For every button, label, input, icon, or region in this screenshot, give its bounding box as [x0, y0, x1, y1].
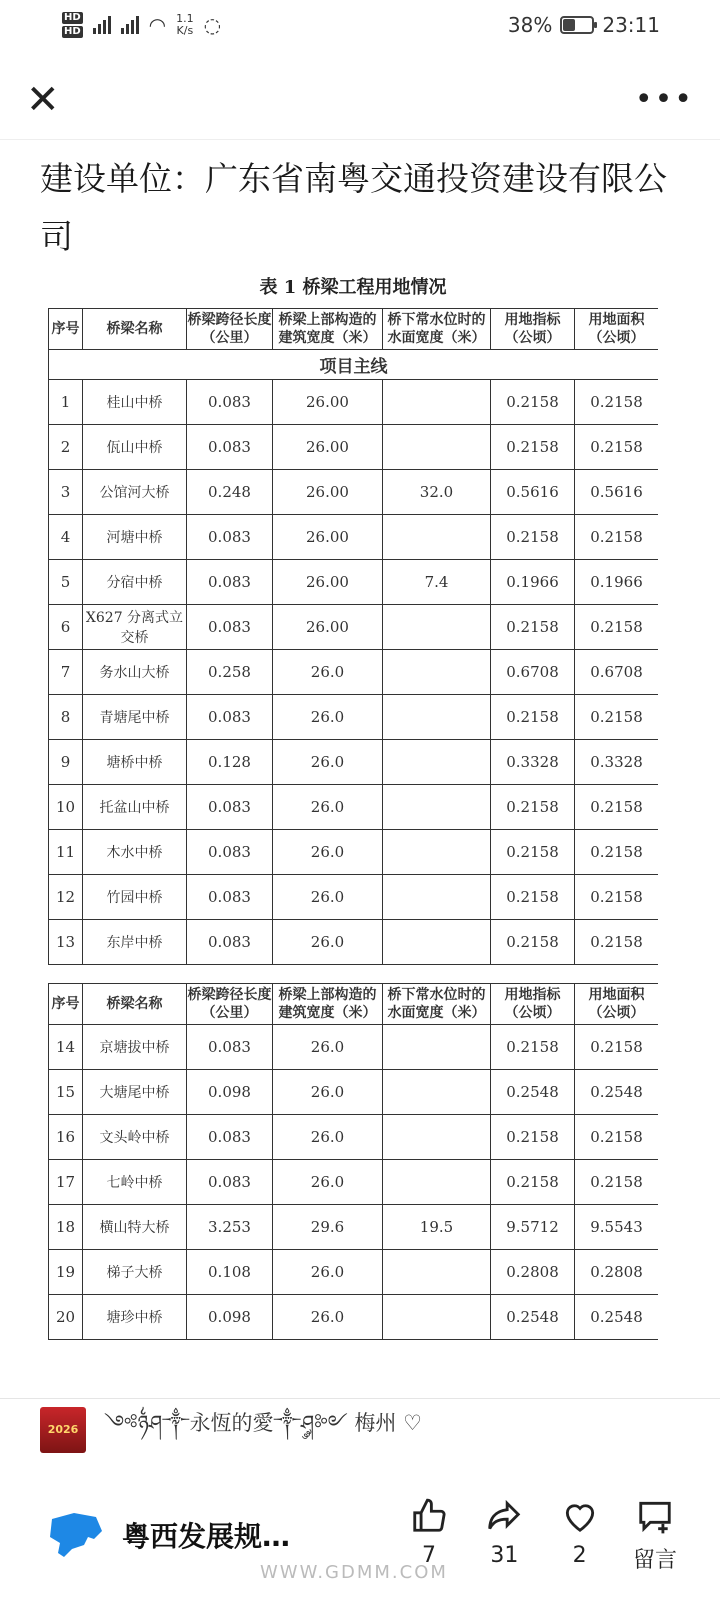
- table-row: [49, 695, 659, 740]
- table-row: [49, 1205, 659, 1250]
- table-cell: 3: [49, 470, 83, 515]
- status-left: [62, 12, 221, 38]
- table-cell: 0.2158: [491, 785, 575, 830]
- clock: 23:11: [602, 13, 660, 37]
- table-cell: 11: [49, 830, 83, 875]
- section-row: [49, 350, 659, 380]
- table-cell: 0.108: [187, 1250, 273, 1295]
- table-cell: 7.4: [383, 560, 491, 605]
- table-cell: 26.0: [273, 920, 383, 965]
- hd-icon: HD HD: [64, 12, 81, 37]
- table-cell: 7: [49, 650, 83, 695]
- table-cell: 0.2158: [575, 515, 659, 560]
- table-cell: 0.2808: [575, 1250, 659, 1295]
- table-cell: X627 分离式立交桥: [83, 605, 187, 650]
- table-cell: 2: [49, 425, 83, 470]
- table-cell: 0.6708: [491, 650, 575, 695]
- table-cell: 0.3328: [491, 740, 575, 785]
- table-header-cell: 序号: [49, 309, 83, 350]
- table-cell: 0.098: [187, 1295, 273, 1340]
- comment-label: 留言: [632, 1547, 677, 1573]
- table-row: [49, 1025, 659, 1070]
- article-text: 建设单位：广东省南粤交通投资建设有限公司: [40, 159, 667, 256]
- status-bar: [0, 0, 720, 50]
- table-row: [49, 605, 659, 650]
- table-cell: 0.2158: [491, 1160, 575, 1205]
- table-cell: 0.2158: [491, 605, 575, 650]
- table-cell: 0.3328: [575, 740, 659, 785]
- share-count: 31: [490, 1542, 519, 1568]
- table-cell: 河塘中桥: [83, 515, 187, 560]
- table-cell: 26.0: [273, 1295, 383, 1340]
- table-cell: 0.083: [187, 1160, 273, 1205]
- like-count: 7: [422, 1542, 436, 1568]
- battery-percent: 38%: [507, 13, 553, 37]
- table-cell: 1: [49, 380, 83, 425]
- table-cell: 0.2158: [491, 425, 575, 470]
- table-cell: 0.083: [187, 830, 273, 875]
- table-cell: 29.6: [273, 1205, 383, 1250]
- signal-icon-2: [121, 16, 139, 34]
- table-cell: [383, 605, 491, 650]
- table-row: [49, 1295, 659, 1340]
- close-icon[interactable]: ✕: [26, 76, 60, 123]
- table-header-cell: 序号: [49, 984, 83, 1025]
- table-cell: 0.2158: [491, 1115, 575, 1160]
- table-cell: 0.2158: [575, 875, 659, 920]
- table-cell: 32.0: [383, 470, 491, 515]
- table-cell: 0.2548: [491, 1295, 575, 1340]
- table-cell: [383, 515, 491, 560]
- table-header-cell: 桥梁跨径长度（公里）: [187, 984, 273, 1025]
- bridge-table-part2: [48, 983, 658, 1340]
- more-icon[interactable]: •••: [634, 82, 694, 117]
- table-cell: 0.6708: [575, 650, 659, 695]
- table-cell: 分宿中桥: [83, 560, 187, 605]
- table-cell: 26.00: [273, 380, 383, 425]
- table-cell: 0.2158: [575, 830, 659, 875]
- table-cell: 0.5616: [491, 470, 575, 515]
- table-header-cell: 桥梁名称: [83, 984, 187, 1025]
- table-row: [49, 560, 659, 605]
- watermark-text: WWW.GDMM.COM: [260, 1562, 448, 1583]
- table-cell: 26.00: [273, 515, 383, 560]
- table-cell: 青塘尾中桥: [83, 695, 187, 740]
- table-row: [49, 380, 659, 425]
- table-cell: 竹园中桥: [83, 875, 187, 920]
- table-cell: 0.2158: [491, 920, 575, 965]
- table-cell: 木水中桥: [83, 830, 187, 875]
- table-cell: 0.2158: [575, 605, 659, 650]
- table-cell: 17: [49, 1160, 83, 1205]
- table-cell: 0.083: [187, 1115, 273, 1160]
- table-cell: 26.00: [273, 470, 383, 515]
- network-speed: 1.1 K/s: [176, 12, 194, 37]
- table-cell: 0.2158: [491, 515, 575, 560]
- table-row: [49, 920, 659, 965]
- table-cell: 9: [49, 740, 83, 785]
- table-cell: [383, 1295, 491, 1340]
- table-cell: 26.0: [273, 1250, 383, 1295]
- table-cell: 0.128: [187, 740, 273, 785]
- table-cell: [383, 380, 491, 425]
- status-right: [508, 13, 660, 37]
- comment-button[interactable]: [620, 1497, 690, 1574]
- table-cell: 3.253: [187, 1205, 273, 1250]
- wifi-icon: ◠: [148, 13, 167, 37]
- table-cell: 0.083: [187, 515, 273, 560]
- table-cell: 8: [49, 695, 83, 740]
- table-header-row: [49, 984, 659, 1025]
- table-cell: 佤山中桥: [83, 425, 187, 470]
- table-row: [49, 1160, 659, 1205]
- account-logo-icon: [44, 1509, 106, 1561]
- heart-button[interactable]: [545, 1497, 615, 1574]
- table-cell: 务水山大桥: [83, 650, 187, 695]
- table-cell: 横山特大桥: [83, 1205, 187, 1250]
- table-cell: 0.2158: [491, 830, 575, 875]
- table-cell: 18: [49, 1205, 83, 1250]
- table-cell: 0.5616: [575, 470, 659, 515]
- table-cell: 0.2548: [575, 1070, 659, 1115]
- table-cell: 26.0: [273, 1160, 383, 1205]
- table-cell: 东岸中桥: [83, 920, 187, 965]
- table-cell: 0.083: [187, 605, 273, 650]
- table-row: [49, 650, 659, 695]
- comment-text: ༺ཉ྆ཤ༒永恆的愛༒ཤ༘༻ 梅州 ♡: [104, 1411, 422, 1435]
- table-cell: [383, 875, 491, 920]
- table-cell: 0.2158: [575, 920, 659, 965]
- table-cell: 15: [49, 1070, 83, 1115]
- table-cell: 26.0: [273, 695, 383, 740]
- table-cell: [383, 650, 491, 695]
- table-cell: 26.0: [273, 1115, 383, 1160]
- table-cell: [383, 425, 491, 470]
- table-cell: 0.2158: [491, 695, 575, 740]
- table-cell: 塘桥中桥: [83, 740, 187, 785]
- table-cell: 19: [49, 1250, 83, 1295]
- table-cell: 0.083: [187, 695, 273, 740]
- table-cell: 桂山中桥: [83, 380, 187, 425]
- table-cell: [383, 740, 491, 785]
- table-row: [49, 1070, 659, 1115]
- table-cell: 19.5: [383, 1205, 491, 1250]
- section-label: 项目主线: [49, 350, 659, 380]
- table-cell: 26.0: [273, 785, 383, 830]
- table-cell: 0.2158: [491, 1025, 575, 1070]
- heart-count: 2: [572, 1542, 587, 1568]
- table-cell: 0.248: [187, 470, 273, 515]
- table-cell: 0.083: [187, 560, 273, 605]
- heart-icon: [561, 1497, 599, 1535]
- avatar[interactable]: 2026: [40, 1407, 86, 1453]
- bridge-table-part1: [48, 308, 658, 965]
- table-row: [49, 740, 659, 785]
- table-title: 表 1 桥梁工程用地情况: [259, 277, 447, 298]
- table-header-cell: 桥梁跨径长度（公里）: [187, 309, 273, 350]
- table-cell: 26.0: [273, 1070, 383, 1115]
- table-cell: 0.083: [187, 380, 273, 425]
- table-cell: 5: [49, 560, 83, 605]
- table-header-cell: 桥梁名称: [83, 309, 187, 350]
- table-cell: 塘珍中桥: [83, 1295, 187, 1340]
- table-cell: [383, 1115, 491, 1160]
- table-cell: [383, 695, 491, 740]
- table-cell: 20: [49, 1295, 83, 1340]
- table-cell: 0.2158: [575, 1115, 659, 1160]
- table-cell: 0.2158: [575, 425, 659, 470]
- table-cell: 0.1966: [491, 560, 575, 605]
- table-row: [49, 785, 659, 830]
- table-cell: 26.0: [273, 875, 383, 920]
- table-cell: 26.0: [273, 740, 383, 785]
- table-header-cell: 桥下常水位时的水面宽度（米）: [383, 309, 491, 350]
- table-cell: 0.083: [187, 875, 273, 920]
- table-cell: 七岭中桥: [83, 1160, 187, 1205]
- table-cell: [383, 830, 491, 875]
- table-cell: 26.0: [273, 830, 383, 875]
- table-row: [49, 1115, 659, 1160]
- table-header-row: [49, 309, 659, 350]
- comment-row[interactable]: [0, 1398, 720, 1460]
- table-cell: 文头岭中桥: [83, 1115, 187, 1160]
- table-row: [49, 875, 659, 920]
- table-header-cell: 桥梁上部构造的建筑宽度（米）: [273, 309, 383, 350]
- table-cell: 0.2158: [491, 875, 575, 920]
- table-cell: 0.2158: [491, 380, 575, 425]
- table-cell: 0.2158: [575, 1160, 659, 1205]
- top-bar: [0, 60, 720, 140]
- table-header-cell: 用地面积（公顷）: [575, 984, 659, 1025]
- sync-icon: ◌: [203, 13, 222, 37]
- account-name: 粤西发展规…: [122, 1520, 291, 1553]
- table-row: [49, 425, 659, 470]
- table-cell: 0.1966: [575, 560, 659, 605]
- table-cell: 0.083: [187, 785, 273, 830]
- table-cell: 0.083: [187, 425, 273, 470]
- table-row: [49, 830, 659, 875]
- table-cell: 0.2158: [575, 1025, 659, 1070]
- share-icon: [485, 1497, 523, 1535]
- table-cell: [383, 920, 491, 965]
- table-cell: 9.5543: [575, 1205, 659, 1250]
- table-cell: 0.2548: [491, 1070, 575, 1115]
- table-cell: 9.5712: [491, 1205, 575, 1250]
- table-cell: [383, 1025, 491, 1070]
- table-cell: 26.0: [273, 1025, 383, 1070]
- table-cell: 12: [49, 875, 83, 920]
- table-cell: 16: [49, 1115, 83, 1160]
- comment-icon: [636, 1497, 674, 1535]
- table-cell: 梯子大桥: [83, 1250, 187, 1295]
- table-row: [49, 470, 659, 515]
- table-cell: [383, 1160, 491, 1205]
- table-row: [49, 1250, 659, 1295]
- table-header-cell: 用地面积（公顷）: [575, 309, 659, 350]
- table-cell: 0.258: [187, 650, 273, 695]
- table-row: [49, 515, 659, 560]
- table-header-cell: 桥下常水位时的水面宽度（米）: [383, 984, 491, 1025]
- account[interactable]: [44, 1509, 354, 1561]
- table-cell: 0.2158: [575, 380, 659, 425]
- table-cell: 托盆山中桥: [83, 785, 187, 830]
- table-cell: 京塘拔中桥: [83, 1025, 187, 1070]
- table-cell: [383, 785, 491, 830]
- share-button[interactable]: [469, 1497, 539, 1574]
- table-cell: [383, 1250, 491, 1295]
- table-cell: 26.00: [273, 425, 383, 470]
- table-cell: 公馆河大桥: [83, 470, 187, 515]
- table-cell: 0.098: [187, 1070, 273, 1115]
- signal-icon: [93, 16, 111, 34]
- table-cell: 0.2808: [491, 1250, 575, 1295]
- table-header-cell: 桥梁上部构造的建筑宽度（米）: [273, 984, 383, 1025]
- table-header-cell: 用地指标（公顷）: [491, 984, 575, 1025]
- table-cell: 0.2158: [575, 785, 659, 830]
- document-image[interactable]: [48, 268, 658, 1386]
- table-cell: 14: [49, 1025, 83, 1070]
- table-cell: 0.083: [187, 920, 273, 965]
- battery-icon: [560, 16, 594, 34]
- table-cell: [383, 1070, 491, 1115]
- table-cell: 26.0: [273, 650, 383, 695]
- table-cell: 0.2548: [575, 1295, 659, 1340]
- table-cell: 大塘尾中桥: [83, 1070, 187, 1115]
- table-header-cell: 用地指标（公顷）: [491, 309, 575, 350]
- table-cell: 26.00: [273, 605, 383, 650]
- table-cell: 10: [49, 785, 83, 830]
- like-icon: [410, 1497, 448, 1535]
- table-cell: 4: [49, 515, 83, 560]
- table-cell: 26.00: [273, 560, 383, 605]
- table-cell: 6: [49, 605, 83, 650]
- table-cell: 0.083: [187, 1025, 273, 1070]
- table-cell: 0.2158: [575, 695, 659, 740]
- table-cell: 13: [49, 920, 83, 965]
